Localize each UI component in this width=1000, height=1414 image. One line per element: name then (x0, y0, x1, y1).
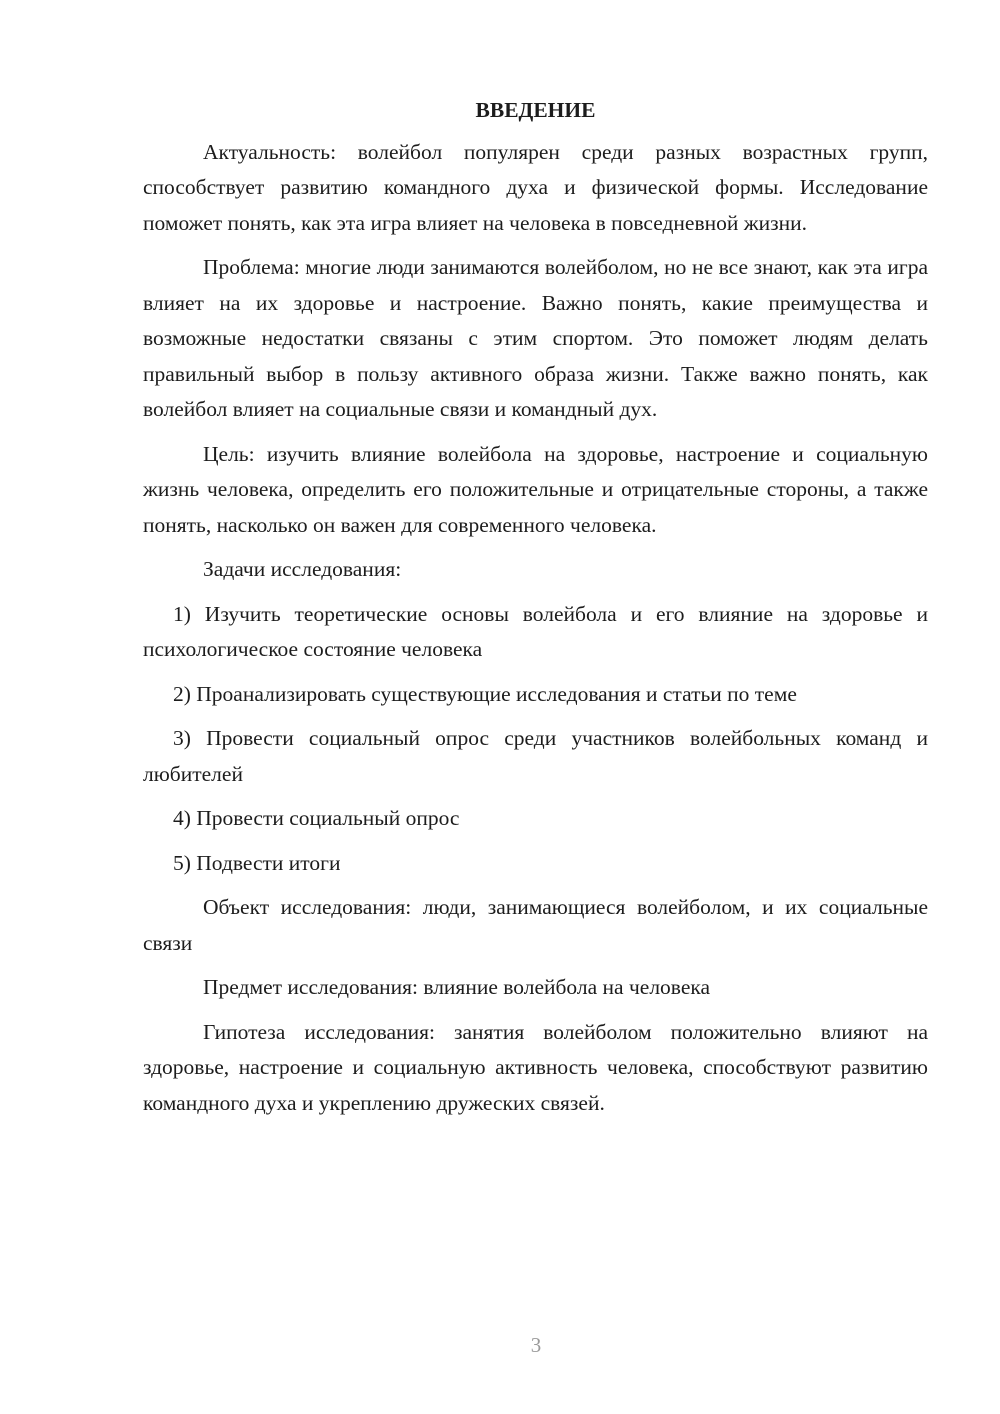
task-item-5: 5) Подвести итоги (173, 850, 341, 875)
task-item-3: 3) Провести социальный опрос среди участников волейбольных команд и любителей (143, 726, 928, 786)
goal-paragraph: Цель: изучить влияние волейбола на здоровье, настроение и социальную жизнь человека, определить его положительные и отрицательные стороны, а также понять, насколько он важен для современного человека. (143, 441, 928, 537)
page-number: 3 (530, 1333, 542, 1357)
problem-paragraph: Проблема: многие люди занимаются волейболом, но не все знают, как эта игра влияет на их здоровье и настроение. Важно понять, какие преимущества и возможные недостатки связаны с этим спортом. Это поможет людям делать правильный выбор в пользу активного образа жизни. Также важно понять, как волейбол влияет на социальные связи и командный дух. (143, 255, 928, 421)
task-item-1: 1) Изучить теоретические основы волейбола и его влияние на здоровье и психологическое состояние человека (143, 601, 928, 661)
document-page (143, 93, 928, 1130)
tasks-heading: Задачи исследования: (203, 557, 402, 581)
subject-paragraph: Предмет исследования: влияние волейбола на человека (203, 975, 711, 999)
hypothesis-paragraph: Гипотеза исследования: занятия волейболом положительно влияют на здоровье, настроение и социальную активность человека, способствуют развитию командного духа и укреплению дружеских связей. (143, 1019, 928, 1115)
task-item-4: 4) Провести социальный опрос (173, 806, 460, 830)
page-title: ВВЕДЕНИЕ (475, 98, 596, 122)
object-paragraph: Объект исследования: люди, занимающиеся волейболом, и их социальные связи (143, 895, 928, 955)
task-item-2: 2) Проанализировать существующие исследования и статьи по теме (173, 681, 797, 706)
relevance-paragraph: Актуальность: волейбол популярен среди разных возрастных групп, способствует развитию командного духа и физической формы. Исследование поможет понять, как эта игра влияет на человека в повседневной жизни. (143, 139, 928, 235)
